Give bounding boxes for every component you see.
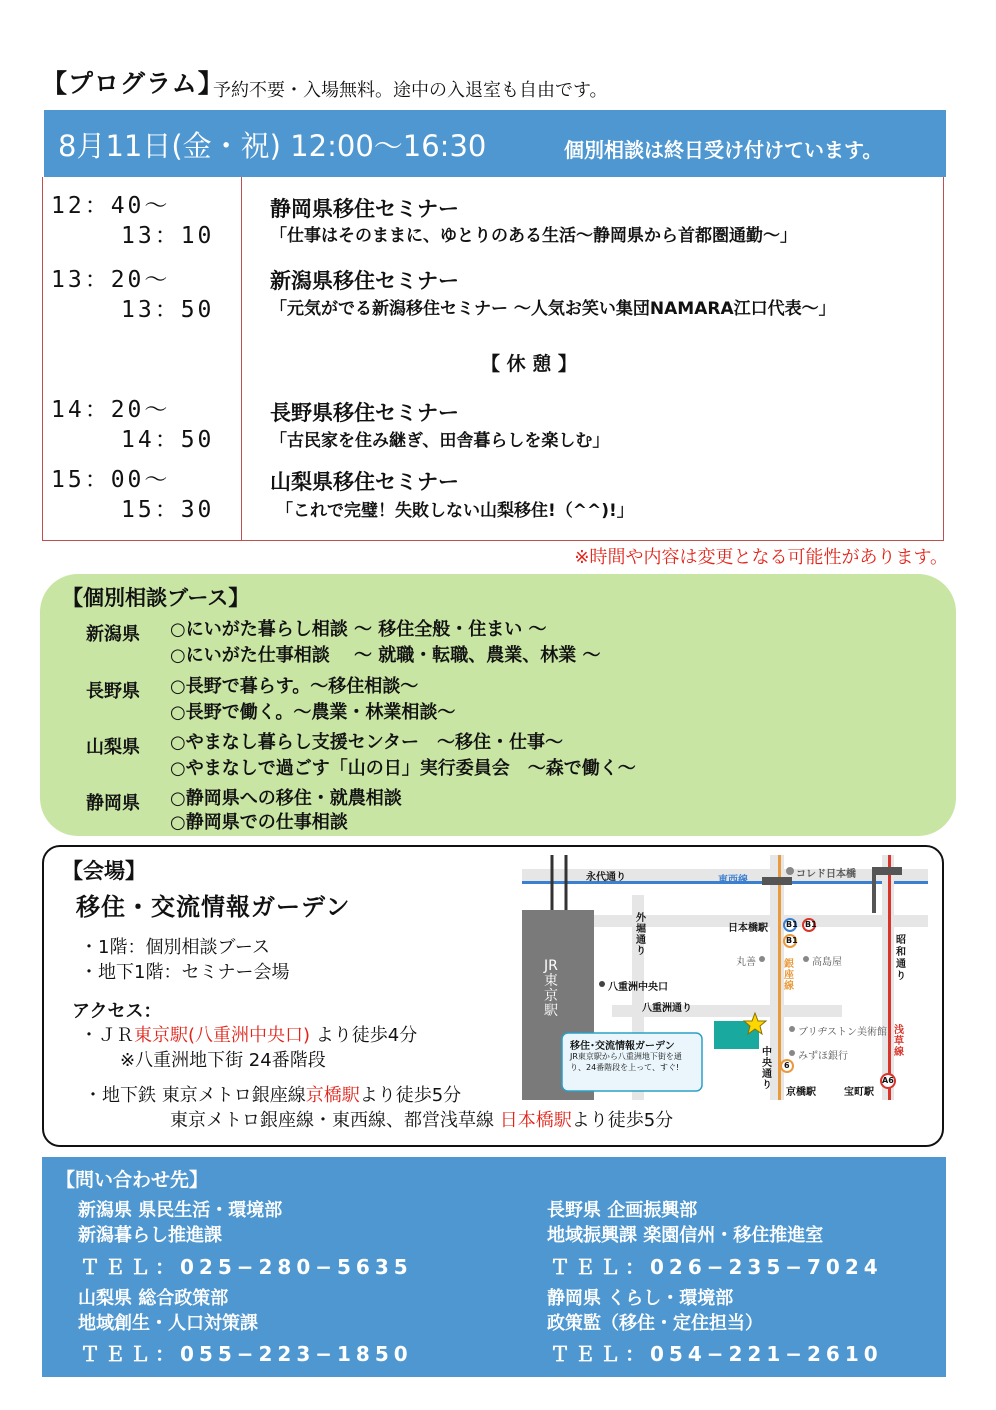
map-label-yaesu-dori: 八重洲通り <box>642 1003 692 1014</box>
consult-title: 【個別相談ブース】 <box>62 586 250 610</box>
schedule-change-note: ※時間や内容は変更となる可能性があります。 <box>574 547 948 568</box>
access-label: アクセス： <box>72 1001 162 1022</box>
break-label: 【 休 憩 】 <box>481 353 577 375</box>
map-label-tozaisen: 東西線 <box>718 875 748 886</box>
map-label-coredo: コレド日本橋 <box>796 869 856 880</box>
map-label-takaracho: 宝町駅 <box>844 1087 874 1098</box>
access-jr-prefix: ・ＪＲ <box>80 1025 134 1046</box>
access-metro-1-prefix: ・地下鉄 東京メトロ銀座線 <box>84 1085 306 1106</box>
contact-section: 地域振興課 楽園信州・移住推進室 <box>547 1225 824 1246</box>
contact-tel[interactable]: ＴＥＬ：026−235−7024 <box>550 1255 883 1279</box>
program-subtitle: 予約不要・入場無料。途中の入退室も自由です。 <box>213 80 608 101</box>
schedule-divider <box>241 177 242 541</box>
contact-dept: 静岡県 くらし・環境部 <box>547 1288 734 1309</box>
session-start-time: 12：40〜 <box>51 193 171 219</box>
session-start-time: 15：00〜 <box>51 467 171 493</box>
map-label-yaesu-exit: 八重洲中央口 <box>608 982 668 993</box>
venue-title: 【会場】 <box>62 859 146 883</box>
map-label-kyobashi: 京橋駅 <box>786 1087 816 1098</box>
map-label-exit-a6: A6 <box>882 1076 894 1085</box>
consult-item: ○にいがた仕事相談 〜 就職・転職、農業、林業 〜 <box>170 645 601 666</box>
contact-section: 地域創生・人口対策課 <box>78 1313 258 1334</box>
program-title: 【プログラム】 <box>42 69 224 98</box>
access-metro-1-suffix: より徒歩5分 <box>359 1085 462 1106</box>
session-end-time: 13：10 <box>121 223 215 249</box>
map-garden-label: 移住･交流情報ガーデン <box>570 1041 675 1052</box>
session-subtitle: 「古民家を住み継ぎ、田舎暮らしを楽しむ」 <box>270 431 610 451</box>
consult-pref: 山梨県 <box>86 737 140 758</box>
kyobashi-station-link[interactable]: 京橋駅 <box>305 1085 360 1106</box>
contact-box <box>42 1157 946 1377</box>
consult-item: ○やまなしで過ごす「山の日」実行委員会 〜森で働く〜 <box>170 758 636 779</box>
map-label-nihonbashi-station: 日本橋駅 <box>728 923 768 934</box>
consult-item: ○静岡県での仕事相談 <box>170 812 348 833</box>
venue-floor-b1: ・地下1階：セミナー会場 <box>80 962 290 983</box>
map-label-b1: B1 <box>786 920 798 929</box>
session-subtitle: 「これで完璧！失敗しない山梨移住!（^^)!」 <box>276 501 634 521</box>
consult-item: ○長野で暮らす。〜移住相談〜 <box>170 676 419 697</box>
consult-pref: 長野県 <box>86 681 140 702</box>
contact-section: 政策監（移住・定住担当） <box>547 1313 763 1334</box>
consult-item: ○静岡県への移住・就農相談 <box>170 788 402 809</box>
consult-booths <box>40 574 956 836</box>
consult-pref: 新潟県 <box>86 624 140 645</box>
date-banner <box>44 110 946 177</box>
session-subtitle: 「仕事はそのままに、ゆとりのある生活〜静岡県から首都圏通勤〜」 <box>270 226 797 246</box>
map-label-b1-b: B1 <box>805 920 817 929</box>
consult-pref: 静岡県 <box>86 793 140 814</box>
contact-dept: 新潟県 県民生活・環境部 <box>78 1200 283 1221</box>
consult-all-day-note: 個別相談は終日受け付けています。 <box>564 138 883 162</box>
venue-floor-1: ・1階：個別相談ブース <box>80 937 271 958</box>
access-metro-2-suffix: より徒歩5分 <box>571 1110 674 1131</box>
contact-tel[interactable]: ＴＥＬ：055−223−1850 <box>80 1342 413 1366</box>
consult-item: ○やまなし暮らし支援センター 〜移住・仕事〜 <box>170 732 563 753</box>
contact-title: 【問い合わせ先】 <box>56 1169 209 1191</box>
contact-dept: 山梨県 総合政策部 <box>78 1288 229 1309</box>
session-title: 静岡県移住セミナー <box>270 197 459 221</box>
session-end-time: 13：50 <box>121 297 215 323</box>
access-jr <box>80 1021 417 1047</box>
map-label-jr-tokyo: JR東京駅 <box>544 958 558 1019</box>
event-date-time: 8月11日(金・祝) 12:00〜16:30 <box>58 129 487 163</box>
access-metro-1 <box>84 1081 461 1107</box>
access-metro-2-prefix: 東京メトロ銀座線・東西線、都営浅草線 <box>170 1110 494 1131</box>
map-label-asakusa: 浅草線 <box>894 1025 904 1058</box>
session-start-time: 13：20〜 <box>51 267 171 293</box>
map-label-exit6: 6 <box>784 1061 790 1070</box>
map-label-marui: 丸善 <box>736 957 756 968</box>
map-label-bridgestone: ブリヂストン美術館 <box>798 1027 887 1038</box>
contact-section: 新潟暮らし推進課 <box>78 1225 222 1246</box>
map-label-mizuho: みずほ銀行 <box>798 1051 848 1062</box>
session-start-time: 14：20〜 <box>51 397 171 423</box>
map-label-takashimaya: 高島屋 <box>812 957 842 968</box>
schedule-table <box>42 177 944 541</box>
consult-item: ○にいがた暮らし相談 〜 移住全般・住まい 〜 <box>170 619 547 640</box>
access-jr-note: ※八重洲地下街 24番階段 <box>120 1050 326 1071</box>
access-jr-suffix: より徒歩4分 <box>315 1025 418 1046</box>
map-label-eitai: 永代通り <box>586 872 626 883</box>
session-end-time: 15：30 <box>121 497 215 523</box>
map-label-b1-c: B1 <box>786 936 798 945</box>
consult-item: ○長野で働く。〜農業・林業相談〜 <box>170 702 456 723</box>
map-garden-note: JR東京駅から八重洲地下街を通り、24番階段を上って、すぐ! <box>570 1052 682 1072</box>
venue-box <box>42 845 944 1147</box>
nihonbashi-station-link[interactable]: 日本橋駅 <box>499 1110 572 1131</box>
access-metro-2 <box>170 1106 673 1132</box>
map-label-showa: 昭和通り <box>896 935 906 982</box>
map-label-chuo: 中央通り <box>762 1047 772 1091</box>
venue-name: 移住・交流情報ガーデン <box>76 893 351 921</box>
jr-station-link[interactable]: 東京駅(八重洲中央口) <box>134 1025 311 1046</box>
session-title: 新潟県移住セミナー <box>270 269 459 293</box>
contact-dept: 長野県 企画振興部 <box>547 1200 698 1221</box>
map-label-sotobori: 外堀通り <box>636 913 646 957</box>
access-map <box>522 855 928 1100</box>
contact-tel[interactable]: ＴＥＬ：054−221−2610 <box>550 1342 883 1366</box>
session-subtitle: 「元気がでる新潟移住セミナー 〜人気お笑い集団NAMARA江口代表〜」 <box>270 299 836 319</box>
session-end-time: 14：50 <box>121 427 215 453</box>
map-label-ginzasen: 銀座線 <box>784 959 794 992</box>
contact-tel[interactable]: ＴＥＬ：025−280−5635 <box>80 1255 413 1279</box>
session-title: 長野県移住セミナー <box>270 401 459 425</box>
session-title: 山梨県移住セミナー <box>270 470 459 494</box>
